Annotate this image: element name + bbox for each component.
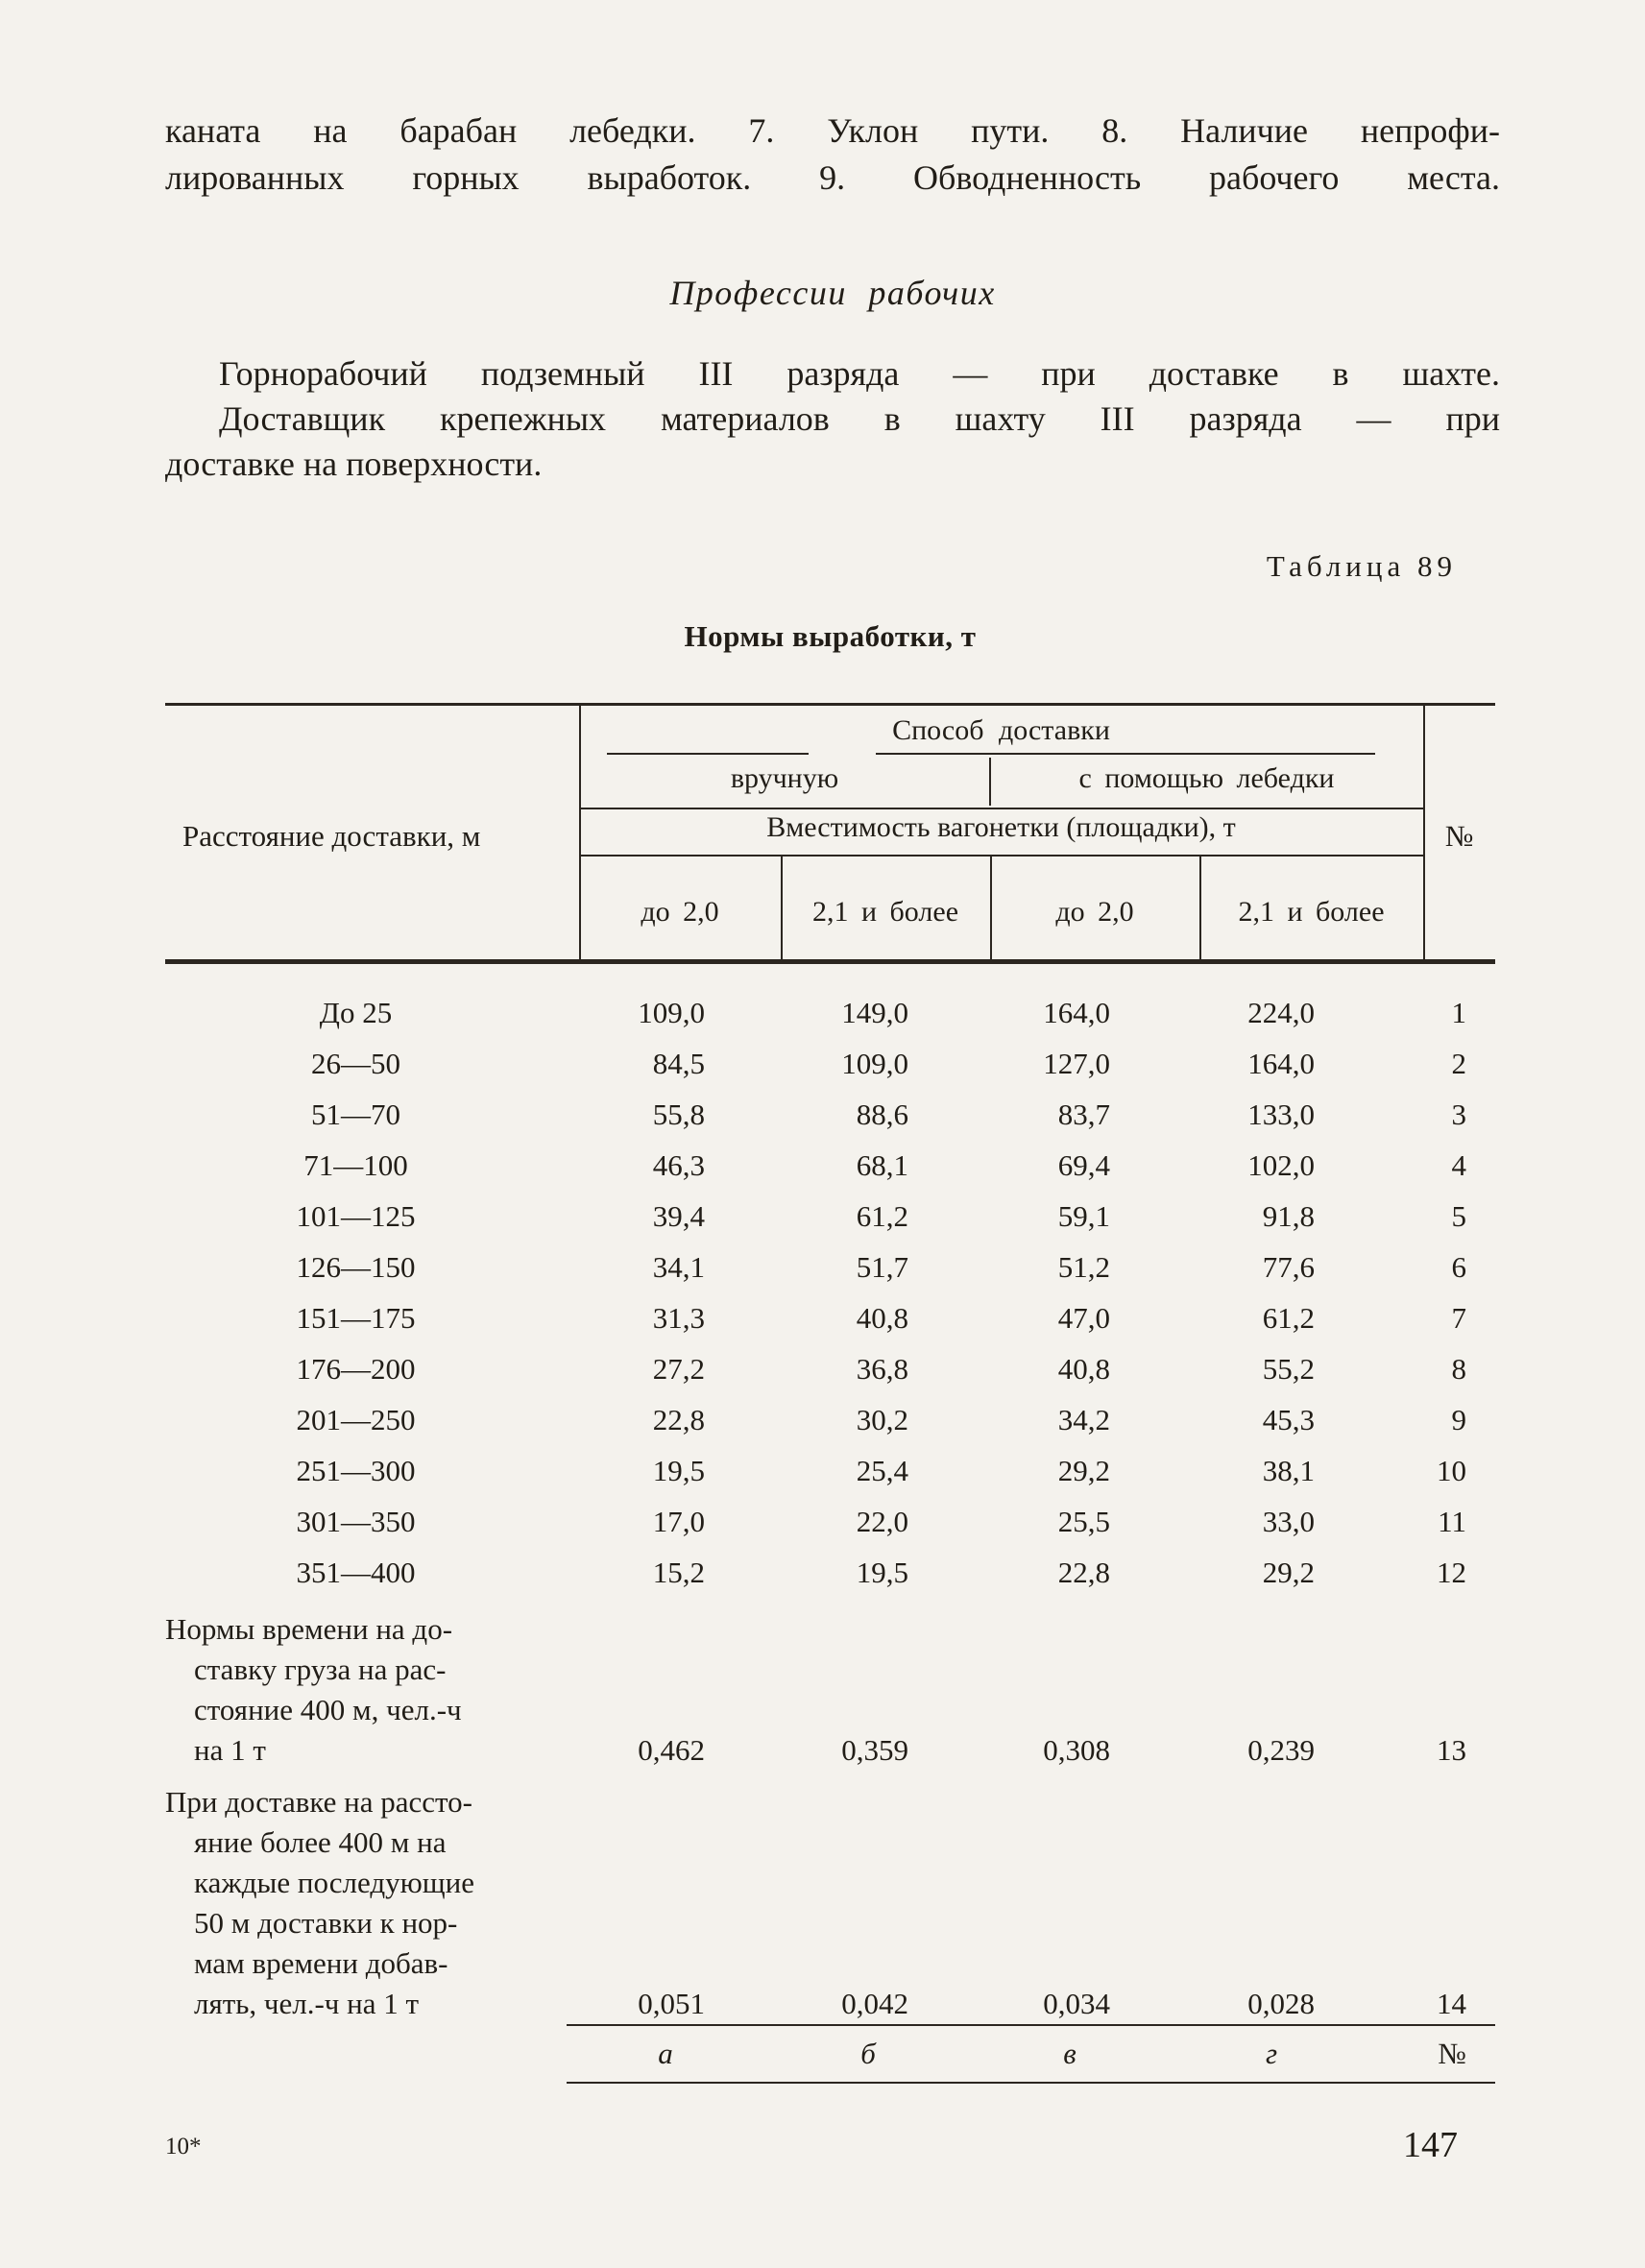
value-cell: 34,2 <box>1057 1402 1110 1436</box>
table-title: Нормы выработки, т <box>684 619 977 653</box>
value-cell: 39,4 <box>652 1198 705 1233</box>
professions-line: Доставщик крепежных материалов в шахту III разряда — при <box>219 399 1500 438</box>
distance-cell: 176—200 <box>296 1351 416 1386</box>
value-cell: 61,2 <box>856 1198 908 1233</box>
table-caption: Таблица 89 <box>1266 549 1457 583</box>
table-row <box>165 1038 1495 1089</box>
special-row-label <box>165 1782 579 2024</box>
distance-cell: 51—70 <box>311 1097 400 1131</box>
distance-cell: 151—175 <box>296 1300 416 1335</box>
value-cell: 109,0 <box>841 1046 908 1080</box>
value-cell: 46,3 <box>652 1147 705 1182</box>
row-number-cell: 7 <box>1451 1300 1466 1335</box>
special-row-label <box>165 1609 579 1771</box>
row-number-cell: 2 <box>1451 1046 1466 1080</box>
label-line: 50 м доставки к нор- <box>194 1906 458 1940</box>
value-cell: 15,2 <box>652 1555 705 1589</box>
row-number-cell: 1 <box>1451 995 1466 1029</box>
value-cell: 36,8 <box>856 1351 908 1386</box>
header-rule <box>579 808 1423 809</box>
table-body <box>165 964 1495 1598</box>
value-cell: 25,5 <box>1057 1504 1110 1538</box>
table-row <box>165 1242 1495 1292</box>
col-subheader: 2,1 и более <box>1238 895 1385 928</box>
row-number-cell: 8 <box>1451 1351 1466 1386</box>
value-cell: 22,8 <box>652 1402 705 1436</box>
row-number-cell: 3 <box>1451 1097 1466 1131</box>
row-number-cell: 11 <box>1438 1504 1466 1538</box>
intro-line: лированных горных выработок. 9. Обводненность рабочего места. <box>165 158 1500 197</box>
footer-rule <box>567 2082 1495 2084</box>
column-letter: б <box>860 2037 876 2070</box>
value-cell: 0,034 <box>1043 1987 1110 2020</box>
col-subheader: 2,1 и более <box>811 895 959 928</box>
col-header-winch: с помощью лебедки <box>1078 762 1335 794</box>
value-cell: 83,7 <box>1057 1097 1110 1131</box>
distance-cell: 251—300 <box>296 1453 416 1487</box>
table-row <box>165 1140 1495 1191</box>
table-row <box>165 1343 1495 1394</box>
label-line: При доставке на рассто- <box>165 1785 472 1819</box>
column-letter: а <box>658 2037 673 2070</box>
value-cell: 19,5 <box>856 1555 908 1589</box>
value-cell: 30,2 <box>856 1402 908 1436</box>
column-letter: № <box>1438 2037 1466 2070</box>
label-line: ставку груза на рас- <box>194 1653 447 1686</box>
value-cell: 33,0 <box>1262 1504 1315 1538</box>
column-letter: г <box>1265 2037 1278 2070</box>
value-cell: 0,042 <box>841 1987 908 2020</box>
row-number-cell: 12 <box>1437 1555 1466 1589</box>
value-cell: 29,2 <box>1262 1555 1315 1589</box>
distance-cell: 101—125 <box>296 1198 416 1233</box>
page-number: 147 <box>1403 2125 1458 2165</box>
distance-cell: До 25 <box>319 995 393 1029</box>
col-header-distance: Расстояние доставки, м <box>182 819 481 853</box>
distance-cell: 26—50 <box>311 1046 400 1080</box>
table-row <box>165 1292 1495 1343</box>
distance-cell: 351—400 <box>296 1555 416 1589</box>
value-cell: 31,3 <box>652 1300 705 1335</box>
distance-cell: 71—100 <box>303 1147 408 1182</box>
value-cell: 51,2 <box>1057 1249 1110 1284</box>
value-cell: 0,359 <box>841 1733 908 1767</box>
professions-line: доставке на поверхности. <box>165 445 543 483</box>
value-cell: 19,5 <box>652 1453 705 1487</box>
norms-table <box>165 703 1495 2084</box>
professions-line: Горнорабочий подземный III разряда — при доставке в шахте. <box>219 354 1500 393</box>
table-row <box>165 987 1495 1038</box>
value-cell: 77,6 <box>1262 1249 1315 1284</box>
table-row <box>165 1089 1495 1140</box>
value-cell: 88,6 <box>856 1097 908 1131</box>
value-cell: 29,2 <box>1057 1453 1110 1487</box>
value-cell: 149,0 <box>841 995 908 1029</box>
distance-cell: 301—350 <box>296 1504 416 1538</box>
col-header-capacity: Вместимость вагонетки (площадки), т <box>766 811 1236 843</box>
table-row <box>165 1547 1495 1598</box>
footer-letters-row <box>165 2026 1495 2082</box>
label-line: каждые последующие <box>194 1866 474 1899</box>
value-cell: 164,0 <box>1043 995 1110 1029</box>
value-cell: 0,239 <box>1247 1733 1315 1767</box>
intro-paragraph <box>165 108 1500 202</box>
label-line: лять, чел.-ч на 1 т <box>194 1987 420 2020</box>
label-line: Нормы времени на до- <box>165 1612 453 1646</box>
row-number-cell: 6 <box>1451 1249 1466 1284</box>
col-header-manual: вручную <box>730 762 839 794</box>
table-header <box>165 703 1495 964</box>
value-cell: 51,7 <box>856 1249 908 1284</box>
value-cell: 0,051 <box>638 1987 705 2020</box>
section-heading: Профессии рабочих <box>669 274 996 312</box>
value-cell: 40,8 <box>856 1300 908 1335</box>
value-cell: 109,0 <box>638 995 705 1029</box>
value-cell: 69,4 <box>1057 1147 1110 1182</box>
col-header-number: № <box>1444 819 1474 853</box>
table-row <box>165 1394 1495 1445</box>
value-cell: 0,028 <box>1247 1987 1315 2020</box>
distance-cell: 201—250 <box>296 1402 416 1436</box>
distance-cell: 126—150 <box>296 1249 416 1284</box>
value-cell: 22,8 <box>1057 1555 1110 1589</box>
value-cell: 61,2 <box>1262 1300 1315 1335</box>
value-cell: 45,3 <box>1262 1402 1315 1436</box>
value-cell: 17,0 <box>652 1504 705 1538</box>
label-line: мам времени добав- <box>194 1946 448 1980</box>
value-cell: 59,1 <box>1057 1198 1110 1233</box>
value-cell: 25,4 <box>856 1453 908 1487</box>
value-cell: 40,8 <box>1057 1351 1110 1386</box>
label-line: яние более 400 м на <box>194 1825 447 1859</box>
value-cell: 133,0 <box>1247 1097 1315 1131</box>
header-rule <box>607 753 809 755</box>
value-cell: 164,0 <box>1247 1046 1315 1080</box>
value-cell: 55,8 <box>652 1097 705 1131</box>
table-row <box>165 1445 1495 1496</box>
col-subheader: до 2,0 <box>641 895 719 928</box>
table-row <box>165 1496 1495 1547</box>
row-number-cell: 14 <box>1437 1987 1466 2020</box>
col-header-method: Способ доставки <box>892 714 1110 746</box>
value-cell: 0,462 <box>638 1733 705 1767</box>
table-row <box>165 1191 1495 1242</box>
row-number-cell: 5 <box>1451 1198 1466 1233</box>
value-cell: 84,5 <box>652 1046 705 1080</box>
value-cell: 34,1 <box>652 1249 705 1284</box>
intro-line: каната на барабан лебедки. 7. Уклон пути. 8. Наличие непрофи- <box>165 111 1500 150</box>
column-letter: в <box>1063 2037 1077 2070</box>
special-row-time-norm <box>165 1598 1495 1771</box>
label-line: стояние 400 м, чел.-ч <box>194 1693 462 1726</box>
professions-paragraph <box>165 351 1500 487</box>
value-cell: 0,308 <box>1043 1733 1110 1767</box>
value-cell: 224,0 <box>1247 995 1315 1029</box>
value-cell: 38,1 <box>1262 1453 1315 1487</box>
col-subheader: до 2,0 <box>1055 895 1134 928</box>
value-cell: 47,0 <box>1057 1300 1110 1335</box>
value-cell: 102,0 <box>1247 1147 1315 1182</box>
signature-mark: 10* <box>165 2134 202 2159</box>
row-number-cell: 13 <box>1437 1733 1466 1767</box>
special-row-extra-distance <box>165 1771 1495 2024</box>
value-cell: 27,2 <box>652 1351 705 1386</box>
row-number-cell: 10 <box>1437 1453 1466 1487</box>
row-number-cell: 4 <box>1451 1147 1466 1182</box>
header-rule <box>876 753 1375 755</box>
value-cell: 22,0 <box>856 1504 908 1538</box>
value-cell: 127,0 <box>1043 1046 1110 1080</box>
value-cell: 91,8 <box>1262 1198 1315 1233</box>
label-line: на 1 т <box>194 1733 266 1767</box>
value-cell: 55,2 <box>1262 1351 1315 1386</box>
value-cell: 68,1 <box>856 1147 908 1182</box>
row-number-cell: 9 <box>1451 1402 1466 1436</box>
